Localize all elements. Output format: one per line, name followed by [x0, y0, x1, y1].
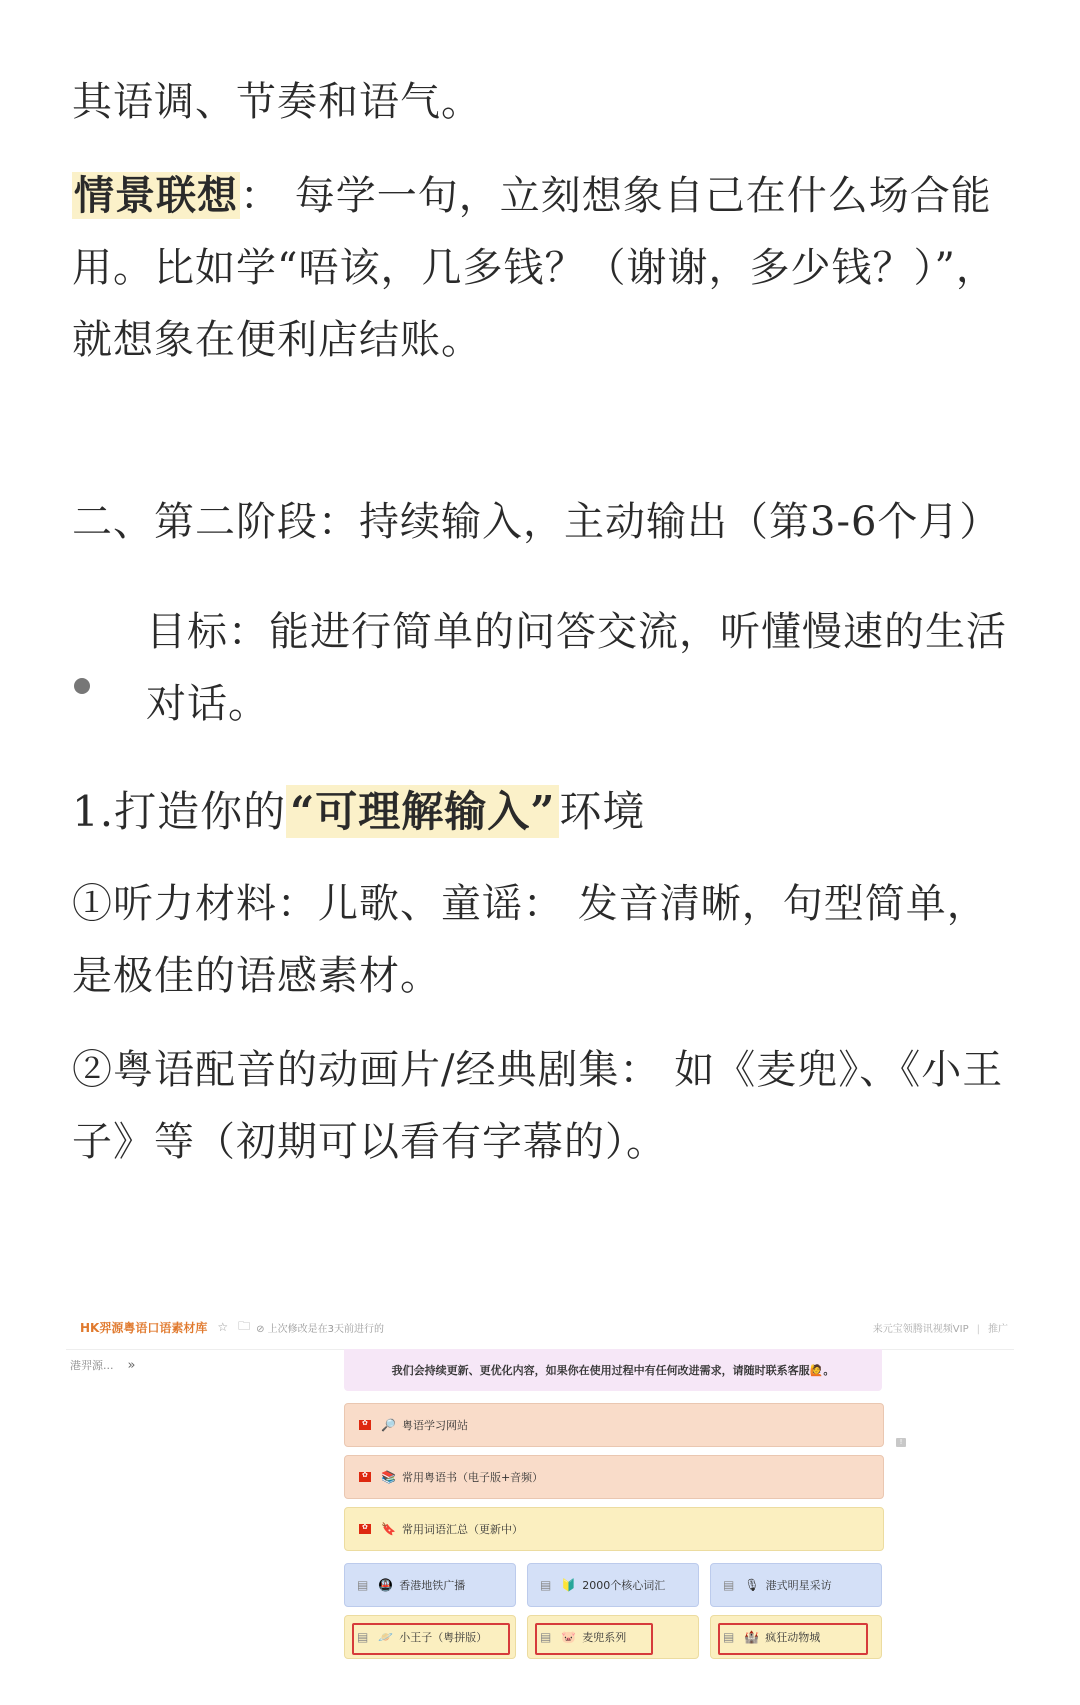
sidebar-crumb-label: 港羿源...: [70, 1359, 114, 1372]
star-icon[interactable]: ☆: [217, 1320, 229, 1334]
red-highlight-box: [718, 1623, 868, 1655]
link-row-books[interactable]: [344, 1455, 884, 1499]
link-row-vocab[interactable]: [344, 1507, 884, 1551]
item-listening-materials: ①听力材料：儿歌、童谣： 发音清晰，句型简单，是极佳的语感素材。: [72, 881, 988, 999]
subheading-suffix: 环境: [559, 787, 646, 836]
paragraph-scenario: [72, 160, 1012, 376]
row-label: 粤语学习网站: [401, 1419, 468, 1432]
separator: |: [976, 1324, 980, 1335]
comment-icon[interactable]: !: [896, 1438, 906, 1447]
card-label: 疯狂动物城: [765, 1631, 821, 1644]
sidebar-breadcrumb[interactable]: [70, 1357, 135, 1373]
hk-flag-icon: [359, 1524, 371, 1534]
bullet-goal: 目标：能进行简单的问答交流，听懂慢速的生活对话。: [146, 609, 1007, 727]
row-label: 常用粤语书（电子版+音频）: [401, 1471, 544, 1484]
last-edit-note: ⊘ 上次修改是在3天前进行的: [256, 1323, 385, 1335]
document-icon: ▤: [540, 1630, 552, 1644]
card-label: 港式明星采访: [765, 1579, 832, 1592]
highlight-scenario-label: 情景联想: [74, 172, 238, 219]
document-icon: ▤: [357, 1630, 369, 1644]
embedded-doc-screenshot: [66, 1305, 1014, 1705]
row-label: 常用词语汇总（更新中）: [401, 1523, 523, 1536]
vip-promo-link[interactable]: 来元宝领腾讯视频VIP: [872, 1324, 969, 1335]
document-icon: ▤: [723, 1578, 735, 1592]
hk-flag-icon: [359, 1472, 371, 1482]
card-celebrity-interview[interactable]: [710, 1563, 882, 1607]
highlight-comprehensible-input: “可理解输入”: [286, 785, 559, 838]
bookmark-icon: 🔖: [381, 1522, 396, 1536]
hk-flag-icon: [359, 1420, 371, 1430]
card-label: 2000个核心词汇: [582, 1579, 666, 1592]
label-colon: ：: [240, 173, 281, 219]
document-icon: ▤: [723, 1630, 735, 1644]
microphone-icon: 🎙: [744, 1578, 760, 1592]
card-label: 麦兜系列: [582, 1631, 627, 1644]
chevron-right-icon[interactable]: »: [127, 1358, 136, 1373]
update-notice-banner: 我们会持续更新、更优化内容，如果你在使用过程中有任何改进需求，请随时联系客服🙋。: [344, 1349, 882, 1391]
metro-icon: 🚇: [378, 1578, 394, 1592]
castle-icon: 🏰: [744, 1630, 760, 1644]
promo-label[interactable]: 推广: [988, 1324, 1008, 1335]
bullet-dot: [74, 678, 90, 694]
link-row-websites[interactable]: [344, 1403, 884, 1447]
folder-icon[interactable]: 🗀: [238, 1318, 251, 1333]
doc-title[interactable]: HK羿源粤语口语素材库: [80, 1320, 208, 1335]
card-label: 香港地铁广播: [399, 1579, 466, 1592]
toolbar-right: [873, 1320, 1008, 1335]
books-icon: 📚: [381, 1470, 396, 1484]
card-label: 小王子（粤拼版）: [399, 1631, 488, 1644]
scenario-text: 每学一句，立刻想象自己在什么场合能用。比如学“唔该，几多钱？（谢谢，多少钱？）”，就想象在便利店结账。: [72, 173, 997, 363]
paragraph-intonation: 其语调、节奏和语气。: [72, 79, 482, 125]
card-mtr-broadcast[interactable]: [344, 1563, 516, 1607]
doc-toolbar: [66, 1305, 1014, 1350]
red-highlight-box: [352, 1623, 510, 1655]
section-heading-stage2: 二、第二阶段：持续输入，主动输出（第3-6个月）: [72, 499, 1001, 545]
red-highlight-box: [535, 1623, 653, 1655]
magnifier-icon: 🔎: [381, 1418, 396, 1432]
subheading-input-env: [72, 776, 1012, 848]
document-icon: ▤: [540, 1578, 552, 1592]
card-core-vocab[interactable]: [527, 1563, 699, 1607]
item-cantonese-dubbed: ②粤语配音的动画片/经典剧集： 如《麦兜》、《小王子》等（初期可以看有字幕的）。: [72, 1047, 1004, 1165]
document-icon: ▤: [357, 1578, 369, 1592]
beginner-icon: 🔰: [561, 1578, 577, 1592]
subheading-prefix: 1.打造你的: [72, 787, 287, 836]
planet-icon: 🪐: [378, 1630, 394, 1644]
pig-icon: 🐷: [561, 1630, 577, 1644]
